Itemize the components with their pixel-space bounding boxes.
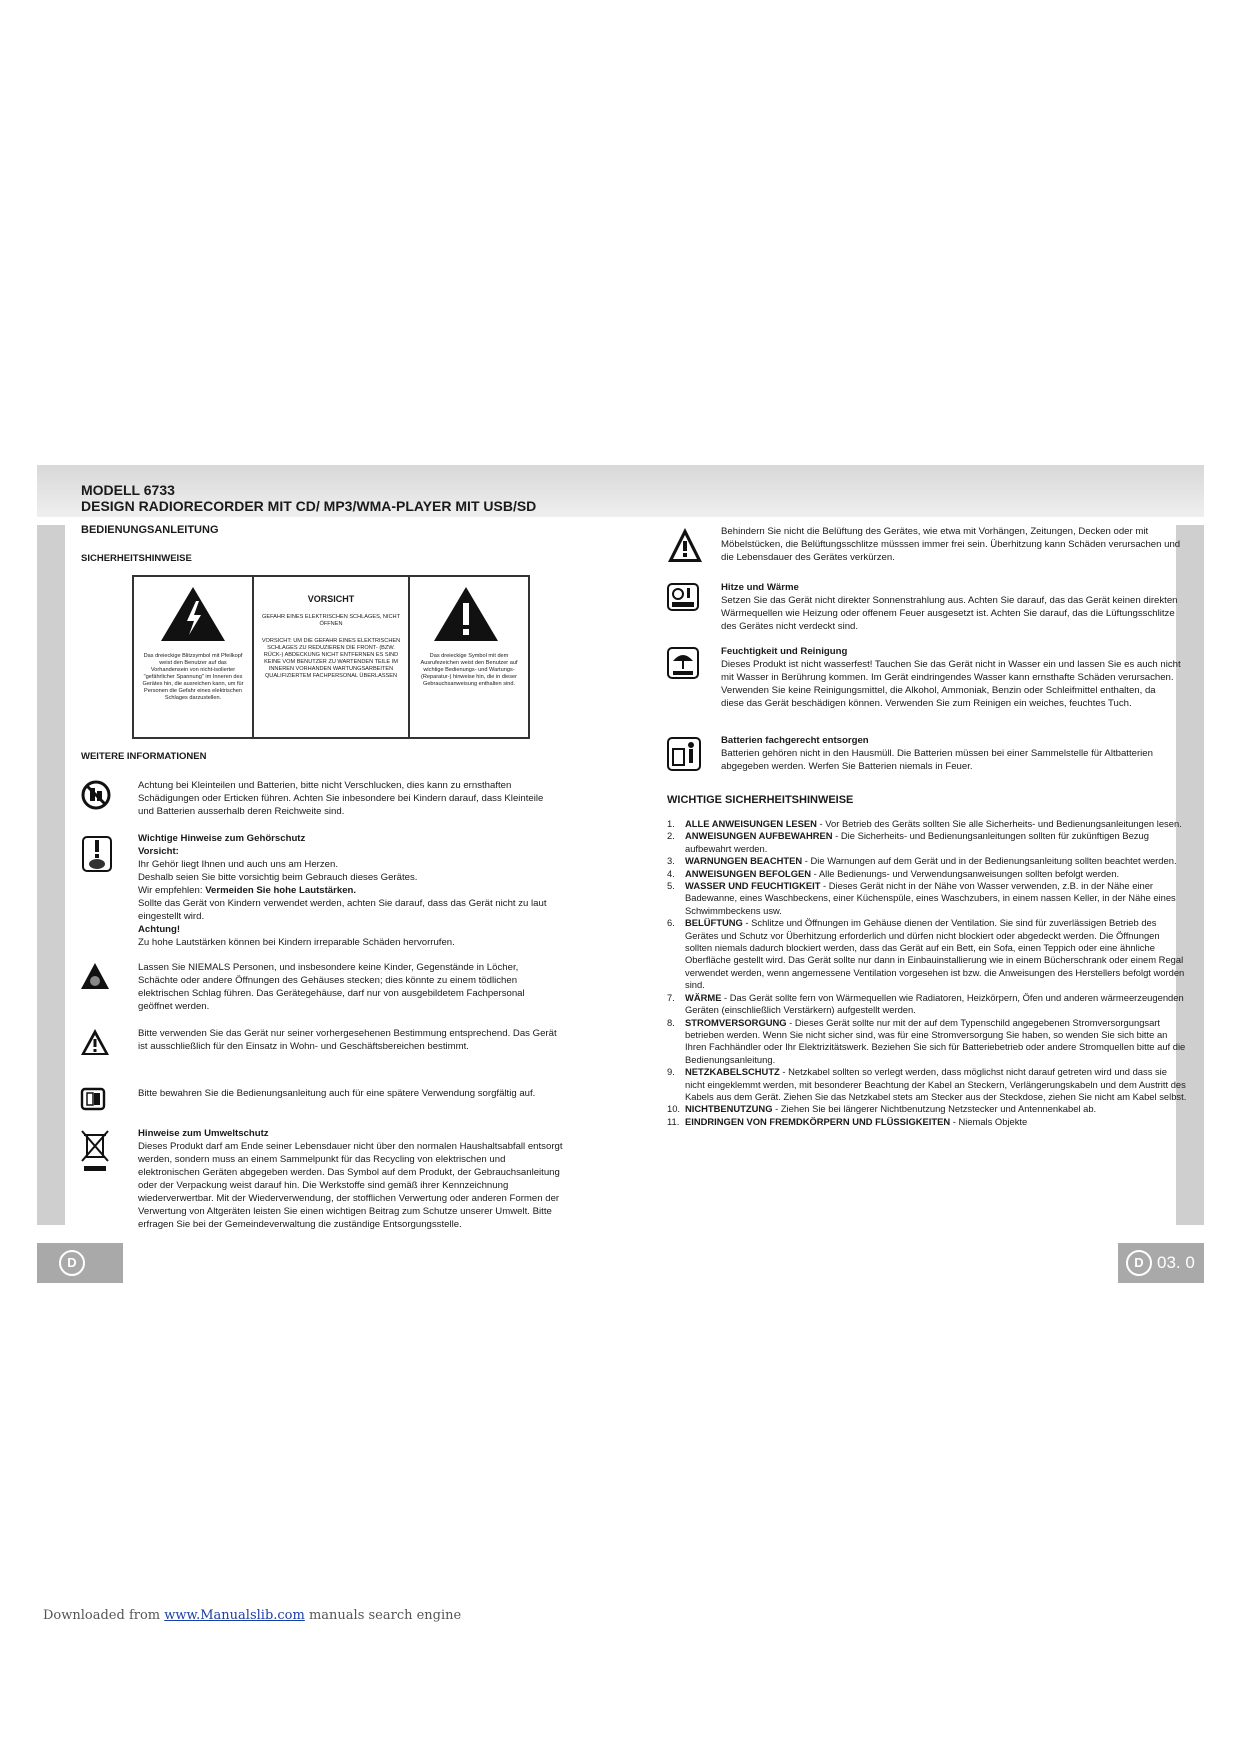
warnbox-right <box>410 577 528 737</box>
warnbox-center <box>254 577 410 737</box>
heat-icon <box>667 583 699 611</box>
download-footer <box>43 1608 461 1623</box>
list-item: 8. STROMVERSORGUNG - Dieses Gerät sollte nur mit der auf dem Typenschild angegebenen Stromversorgungsart betrieben werden. Wenn Sie nicht sicher sind, was für eine Stromversorgung Sie haben, so wenden Sie sich bitte an Ihren Fachhändler oder Ihr Elektrizitätswerk. Beziehen Sie sich für Batteriebetrieb oder andere Stromquellen bitte auf die Bedienungsanleitung. <box>667 1016 1186 1065</box>
list-item: 1. ALLE ANWEISUNGEN LESEN - Vor Betrieb des Geräts sollten Sie alle Sicherheits- und Bedienungsanleitungen lesen. <box>667 818 1182 829</box>
hearing-caution: Vorsicht: <box>138 846 179 857</box>
environment-block <box>138 1127 568 1231</box>
ventilation-text: Behindern Sie nicht die Belüftung des Gerätes, wie etwa mit Vorhängen, Zeitungen, Decken oder mit Möbelstücken, die Belüftungsschlitze müsssen immer frei sein. Überhitzung kann Schäden verursachen und die Lebensdauer des Gerätes verkürzen. <box>721 526 1181 563</box>
ventilation-warning-icon <box>667 527 703 563</box>
never-objects-text: Lassen Sie NIEMALS Personen, und insbesondere keine Kinder, Gegenstände in Löcher, Schächte oder andere Öffnungen des Gehäuses stecken; dies könnte zu einem tödlichen elektrischen Schlag führen. Das Gerätegehäuse, darf nur von ausgebildetem Fachpersonal geöffnet werden. <box>138 962 525 1012</box>
small-parts-text: Achtung bei Kleinteilen und Batterien, bitte nicht Verschlucken, dies kann zu ernsthaften Schädigungen oder Erticken führen. Achten Sie inbesondere bei Kindern darauf, dass Kleinteile und Batterien ausserhalb deren Reichweite sind. <box>138 780 544 817</box>
right-page-footer <box>1118 1243 1204 1283</box>
battery-disposal-icon <box>667 737 701 771</box>
list-item: 9. NETZKABELSCHUTZ - Netzkabel sollten so verlegt werden, dass möglichst nicht darauf getreten wird und dass sie nicht eingeklemmt werden, mit besonderer Beachtung der Kabel an Steckern, Verlängerungskabeln und dem Austritt des Kabels aus dem Gerät. Ziehen Sie das Netzkabel stets am Stecker aus der Steckdose, ziehen Sie nicht am Kabel selbst. <box>667 1066 1187 1102</box>
electric-shock-warning-icon <box>80 962 110 990</box>
download-suffix: manuals search engine <box>304 1608 462 1623</box>
manual-book-icon <box>80 1087 106 1111</box>
download-prefix: Downloaded from <box>43 1608 165 1623</box>
lightning-warning-icon <box>159 585 227 643</box>
hearing-protection-icon <box>81 835 113 873</box>
hearing-line3a: Wir empfehlen: <box>138 885 206 896</box>
page-number: 03. 0 <box>1157 1253 1195 1272</box>
exclamation-warning-icon <box>432 585 500 643</box>
no-swallow-icon <box>81 780 111 810</box>
batteries-title: Batterien fachgerecht entsorgen <box>721 735 869 746</box>
important-safety-heading: WICHTIGE SICHERHEITSHINWEISE <box>667 794 854 806</box>
manualslib-link[interactable]: www.Manualslib.com <box>164 1608 305 1623</box>
batteries-block <box>721 734 1181 773</box>
heat-text: Setzen Sie das Gerät nicht direkter Sonnenstrahlung aus. Achten Sie darauf, das das Gerät keinen direkten Wärmequellen wie Heizung oder offenem Feuer ausgesetzt ist. Achten Sie darauf, das die Lüftungsschlitze des Gerätes nicht verdeckt sind. <box>721 595 1178 632</box>
heat-block <box>721 581 1181 633</box>
hearing-line4: Sollte das Gerät von Kindern verwendet werden, achten Sie darauf, dass das Gerät nicht zu laut eingestellt wird. <box>138 898 547 922</box>
manual-spread <box>37 465 1204 1295</box>
hearing-line3b: Vermeiden Sie hohe Lautstärken. <box>205 885 357 896</box>
left-page-footer <box>37 1243 123 1283</box>
list-item: 2. ANWEISUNGEN AUFBEWAHREN - Die Sicherheits- und Bedienungsanleitungen sollten für zukünftigen Bezug aufbewahrt werden. <box>667 830 1149 854</box>
moisture-text: Dieses Produkt ist nicht wasserfest! Tauchen Sie das Gerät nicht in Wasser ein und lassen Sie es auch nicht mit Wasser in Berührung kommen. Im Gerät eindringendes Wasser kann ernsthafte Schäden verursachen. Verwenden Sie keine Reinigungsmittel, die Alkohol, Ammoniak, Benzin oder Schleifmittel enthalten, da diese das Gerät beschädigen können. Verwenden Sie zum Reinigen ein weiches, feuchtes Tuch. <box>721 659 1181 709</box>
environment-title: Hinweise zum Umweltschutz <box>138 1128 269 1139</box>
language-badge-left: D <box>59 1250 85 1276</box>
more-info-heading: WEITERE INFORMATIONEN <box>81 751 207 762</box>
lightning-explanation: Das dreieckige Blitzsymbol mit Pfeilkopf weist den Benutzer auf das Vorhandensein von nicht-isolierter "gefährlicher Spannung" im Inneren des Gerätes hin, die ausreichen kann, um für Personen die Gefahr eines elektrischen Schlages darzustellen. <box>142 653 244 701</box>
product-title: DESIGN RADIORECORDER MIT CD/ MP3/WMA-PLAYER MIT USB/SD <box>81 498 537 514</box>
hearing-line5: Zu hohe Lautstärken können bei Kindern irreparable Schäden hervorrufen. <box>138 937 455 948</box>
hearing-block <box>138 832 558 949</box>
language-badge-right: D <box>1126 1250 1152 1276</box>
list-item: 11. EINDRINGEN VON FREMDKÖRPERN UND FLÜSSIGKEITEN - Niemals Objekte <box>667 1115 1028 1127</box>
moisture-block <box>721 645 1181 710</box>
moisture-title: Feuchtigkeit und Reinigung <box>721 646 848 657</box>
list-item: 3. WARNUNGEN BEACHTEN - Die Warnungen auf dem Gerät und in der Bedienungsanleitung sollten beachtet werden. <box>667 855 1177 867</box>
list-item: 10. NICHTBENUTZUNG - Ziehen Sie bei längerer Nichtbenutzung Netzstecker und Antennenkabel ab. <box>667 1103 1097 1115</box>
list-item: 5. WASSER UND FEUCHTIGKEIT - Dieses Gerät nicht in der Nähe von Wasser verwenden, z.B. in der Nähe einer Badewanne, eines Waschbeckens, einer Küchenspüle, eines Waschzubers, in einem nassen Keller, in der Nähe eines Schwimmbeckens usw. <box>667 880 1176 916</box>
hearing-line2: Deshalb seien Sie bitte vorsichtig beim Gebrauch dieses Gerätes. <box>138 872 418 883</box>
batteries-text: Batterien gehören nicht in den Hausmüll. Die Batterien müssen bei einer Sammelstelle für Altbatterien abgegeben werden. Werfen Sie Batterien niemals in Feuer. <box>721 748 1153 772</box>
heat-title: Hitze und Wärme <box>721 582 799 593</box>
weee-crossed-bin-icon <box>80 1129 110 1173</box>
caution-triangle-icon <box>80 1028 110 1056</box>
list-item: 4. ANWEISUNGEN BEFOLGEN - Alle Bedienungs- und Verwendungsanweisungen sollten befolgt werden. <box>667 867 1120 879</box>
vorsicht-line2: VORSICHT: UM DIE GEFAHR EINES ELEKTRISCHEN SCHLAGES ZU REDUZIEREN DIE FRONT- (BZW. RÜCK-) ABDECKUNG NICHT ENTFERNEN ES SIND KEINE VOM BENUTZER ZU WARTENDEN TEILE IM INNEREN VORHANDEN WARTUNGSARBEITEN QUALIFIZIERTEM FACHPERSONAL ÜBERLASSEN <box>261 638 401 679</box>
hearing-attention: Achtung! <box>138 924 181 935</box>
environment-text: Dieses Produkt darf am Ende seiner Lebensdauer nicht über den normalen Haushaltsabfall entsorgt werden, sondern muss an einem Sammelpunkt für das Recycling von elektrischen und elektronischen Geräten abgegeben werden. Das Symbol auf dem Produkt, der Gebrauchsanleitung oder der Verpackung weist darauf hin. Die Werkstoffe sind gemäß ihrer Kennzeichnung wiederverwertbar. Mit der Wiederverwendung, der stofflichen Verwertung oder anderen Formen der Verwertung von Altgeräten leisten Sie einen wichtigen Beitrag zum Schutze unserer Umwelt. Bitte erfragen Sie bei der Gemeindeverwaltung die zuständige Entsorgungsstelle. <box>138 1141 563 1230</box>
model-title: MODELL 6733 <box>81 482 175 498</box>
vorsicht-title: VORSICHT <box>307 594 355 604</box>
list-item: 6. BELÜFTUNG - Schlitze und Öffnungen im Gehäuse dienen der Ventilation. Sie sind für zuverlässigen Betrieb des Gerätes und Schutz vor Überhitzung erforderlich und dürfen nicht blockiert oder abgedeckt werden. Die Öffnungen sollten niemals dadurch blockiert werden, dass das Gerät auf ein Bett, ein Sofa, einen Teppich oder eine ähnliche Oberfläche gestellt wird. Das Gerät sollte nur dann in Einbauinstallierung wie in einem Bücherschrank oder einem Regal verwendet werden, wenn angemessene Ventilation vorgesehen ist bzw. die Anweisungen des Herstellers befolgt worden sind. <box>667 917 1185 991</box>
moisture-icon <box>667 647 699 679</box>
manual-heading: BEDIENUNGSANLEITUNG <box>81 524 219 536</box>
intended-use-text: Bitte verwenden Sie das Gerät nur seiner vorhergesehenen Bestimmung entsprechend. Das Gerät ist ausschließlich für den Einsatz in Wohn- und Geschäftsbereichen bestimmt. <box>138 1028 557 1052</box>
warnbox-left <box>134 577 254 737</box>
keep-manual-text: Bitte bewahren Sie die Bedienungsanleitung auch für eine spätere Verwendung sorgfältig auf. <box>138 1088 536 1099</box>
safety-heading: SICHERHEITSHINWEISE <box>81 553 192 564</box>
hearing-line1: Ihr Gehör liegt Ihnen und auch uns am Herzen. <box>138 859 338 870</box>
vorsicht-line1: GEFAHR EINES ELEKTRISCHEN SCHLAGES, NICHT ÖFFNEN <box>261 614 400 627</box>
list-item: 7. WÄRME - Das Gerät sollte fern von Wärmequellen wie Radiatoren, Heizkörpern, Öfen und anderen wärmeerzeugenden Geräten (einschließlich Verstärkern) aufgestellt werden. <box>667 991 1184 1016</box>
left-margin-bar <box>37 525 65 1225</box>
hearing-title: Wichtige Hinweise zum Gehörschutz <box>138 833 306 844</box>
warning-label-box <box>132 575 530 739</box>
safety-instructions-list <box>667 818 1187 1128</box>
exclamation-explanation: Das dreieckige Symbol mit dem Ausrufezeichen weist den Benutzer auf wichtige Bedienungs- und Wartungs- (Reparatur-) hinweise hin, die in dieser Gebrauchsanweisung enthalten sind. <box>420 653 518 687</box>
